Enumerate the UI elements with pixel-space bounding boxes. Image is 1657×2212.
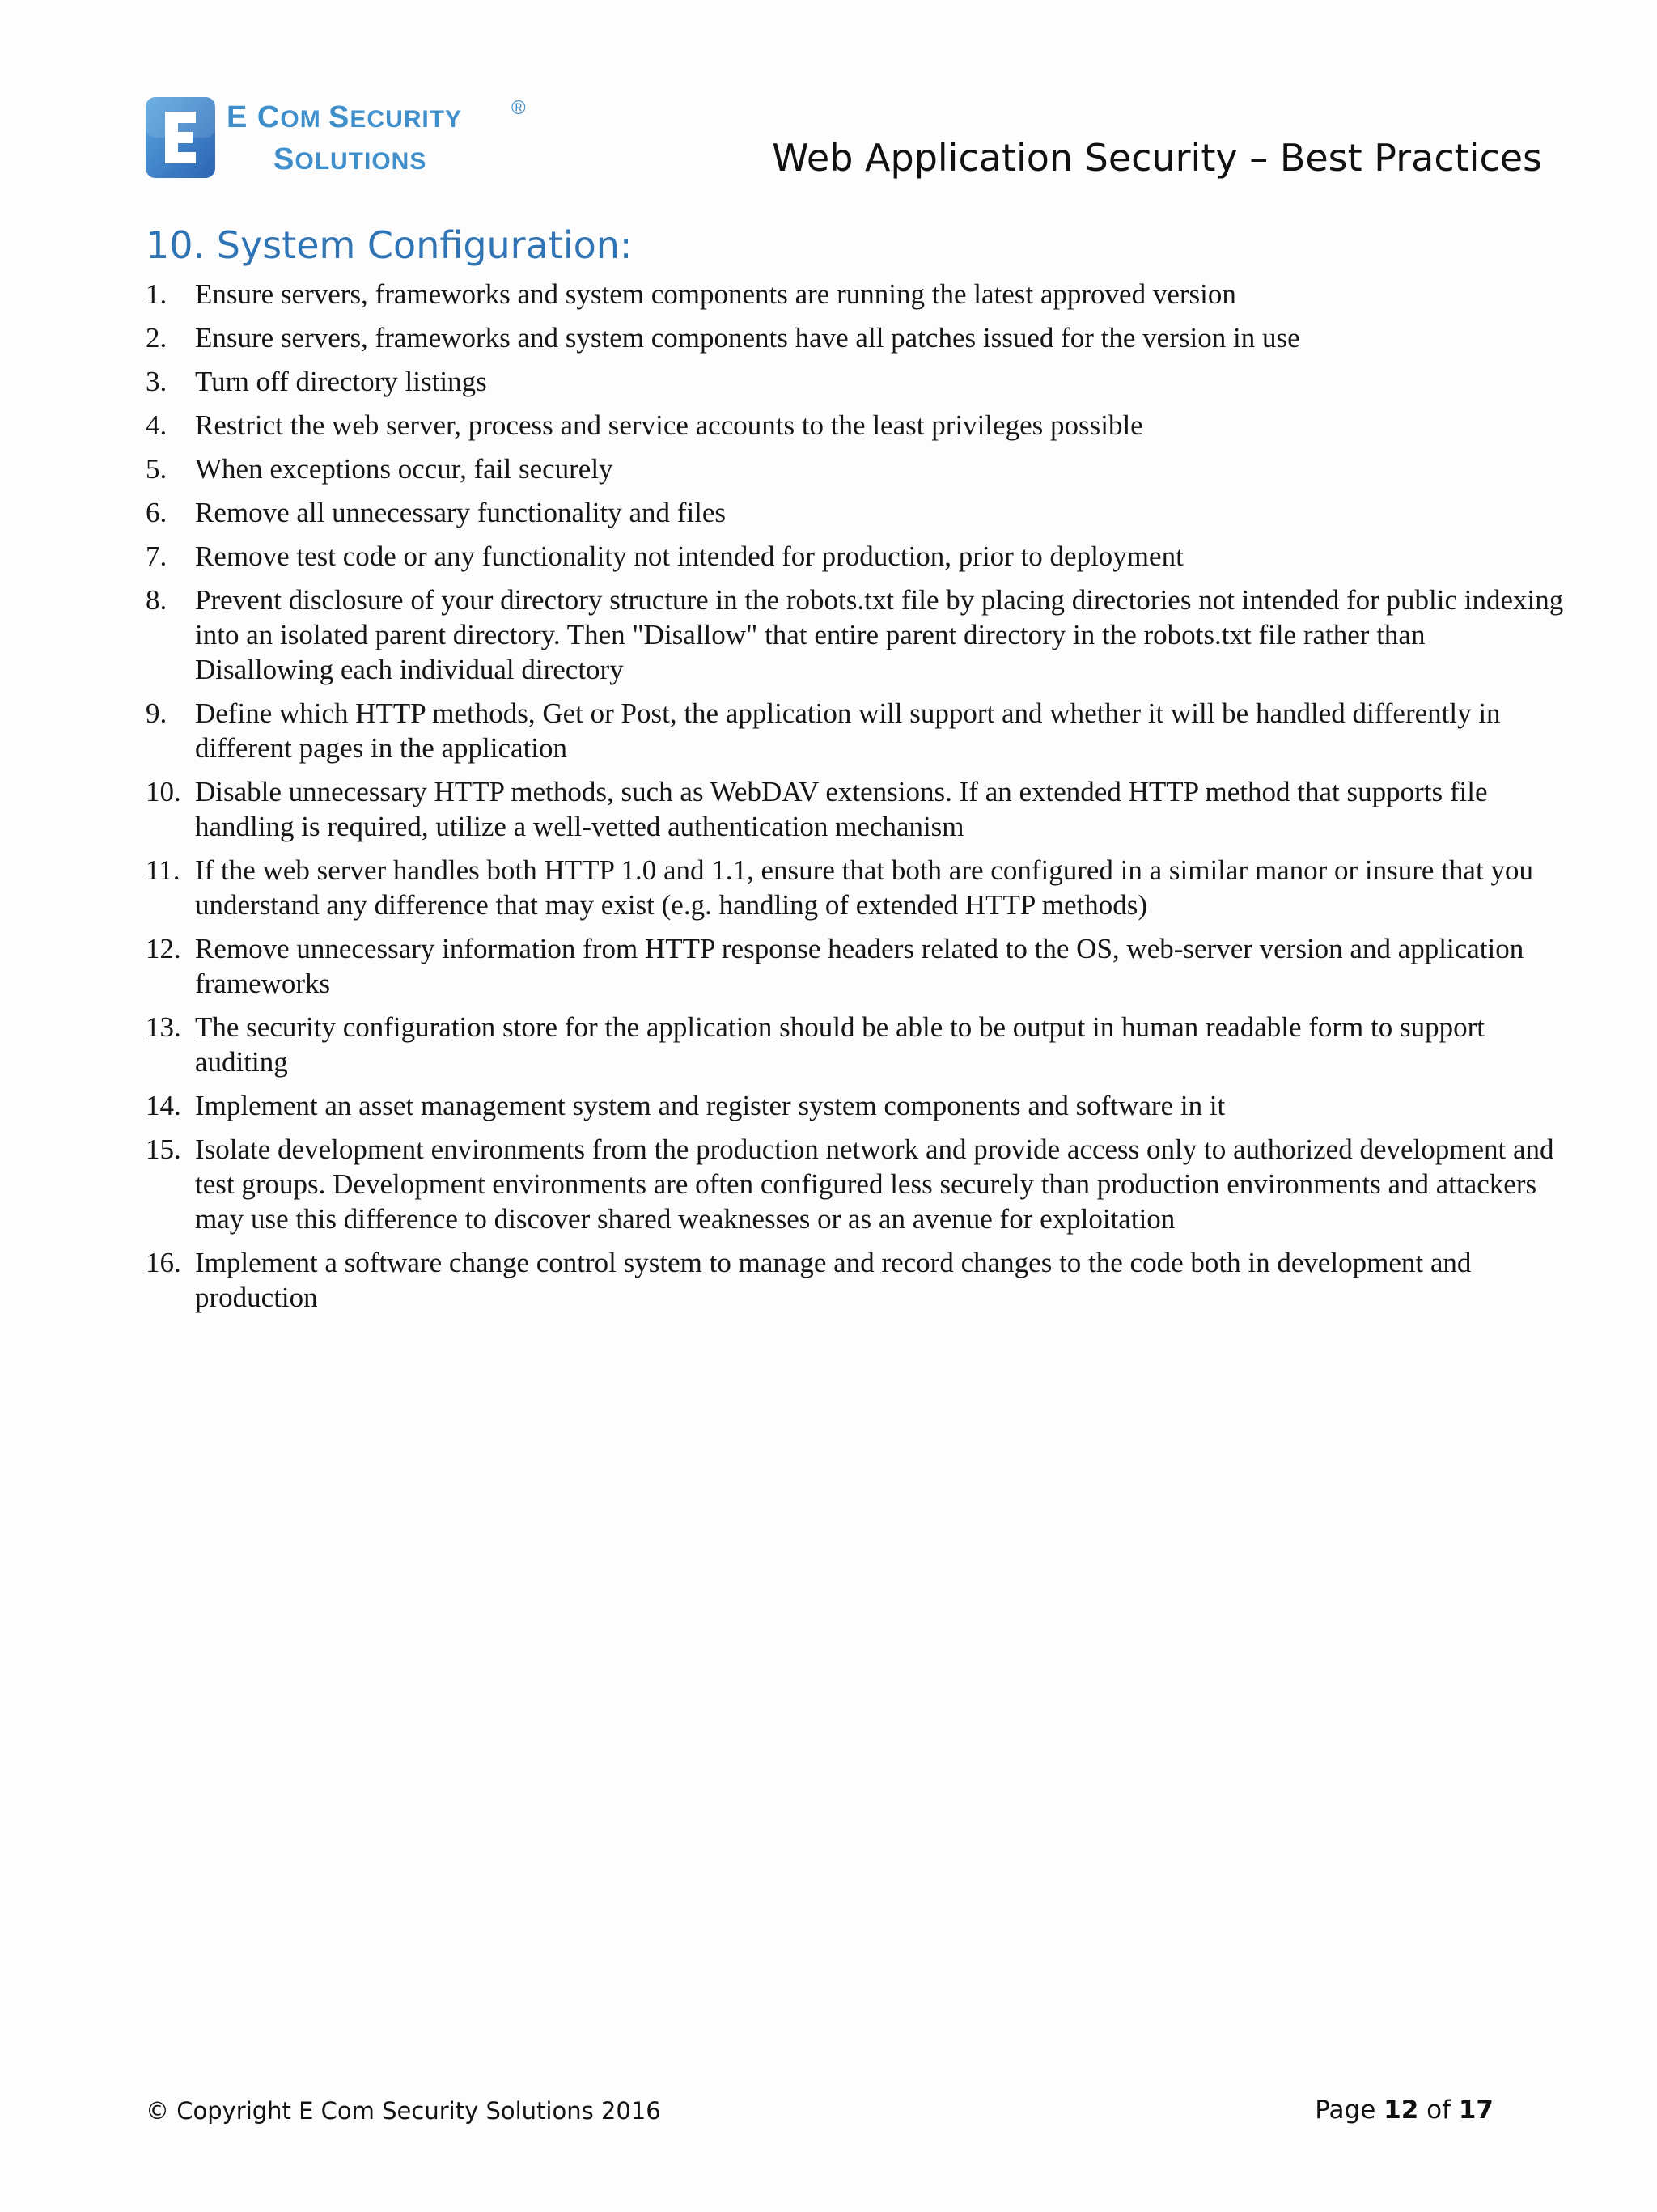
list-item (146, 320, 1570, 355)
list-item-text: Implement a software change control system to manage and record changes to the code both in development and production (195, 1247, 1472, 1313)
list-item-number: 1. (146, 278, 167, 310)
list-item-number: 6. (146, 497, 167, 528)
list-item-text: Prevent disclosure of your directory structure in the robots.txt file by placing directories not intended for public indexing into an isolated parent directory. Then "Disallow" that entire parent directory in the robots.txt file rather than Disallowing each individual directory (195, 584, 1564, 685)
list-item-text: Restrict the web server, process and service accounts to the least privileges possible (195, 409, 1143, 441)
list-item-text: Implement an asset management system and register system components and software in it (195, 1090, 1226, 1121)
list-item-number: 9. (146, 697, 167, 729)
list-item-number: 15. (146, 1134, 181, 1165)
list-item-number: 10. (146, 776, 181, 807)
list-item-text: Define which HTTP methods, Get or Post, the application will support and whether it will be handled differently in different pages in the application (195, 697, 1501, 764)
logo-e-icon (146, 97, 215, 178)
footer-page-number: Page 12 of 17 (1315, 2095, 1494, 2125)
list-item-text: Ensure servers, frameworks and system components have all patches issued for the version in use (195, 322, 1300, 354)
list-item (146, 277, 1570, 311)
document-header-title: Web Application Security – Best Practices (772, 136, 1542, 180)
list-item-number: 2. (146, 322, 167, 354)
list-item (146, 1132, 1570, 1236)
list-item-text: Remove all unnecessary functionality and files (195, 497, 727, 528)
total-pages: 17 (1458, 2095, 1494, 2125)
footer-copyright: © Copyright E Com Security Solutions 2016 (146, 2097, 661, 2125)
list-item (146, 495, 1570, 530)
list-item-number: 4. (146, 409, 167, 441)
logo-text-line1: E COM SECURITY (227, 100, 463, 134)
list-item-number: 14. (146, 1090, 181, 1121)
list-item-number: 12. (146, 933, 181, 964)
registered-mark: ® (511, 97, 526, 119)
list-item-number: 8. (146, 584, 167, 616)
list-item-text: Isolate development environments from the production network and provide access only to authorized development and test groups. Development environments are often configured less securely than production environments and attackers may use this difference to discover shared weaknesses or as an avenue for exploitation (195, 1134, 1554, 1235)
list-item-text: Remove unnecessary information from HTTP response headers related to the OS, web-server version and application frameworks (195, 933, 1524, 999)
list-item (146, 583, 1570, 687)
list-item (146, 696, 1570, 765)
list-item-number: 7. (146, 540, 167, 572)
current-page: 12 (1384, 2095, 1419, 2125)
list-item (146, 853, 1570, 922)
list-item (146, 1088, 1570, 1123)
list-item (146, 1010, 1570, 1079)
list-item (146, 1245, 1570, 1315)
list-item-number: 11. (146, 854, 180, 886)
section-title: 10. System Configuration: (146, 223, 633, 267)
list-item-text: If the web server handles both HTTP 1.0 and 1.1, ensure that both are configured in a similar manor or insure that you understand any difference that may exist (e.g. handling of extended HTTP methods) (195, 854, 1533, 921)
company-logo (146, 97, 550, 178)
list-item-number: 3. (146, 366, 167, 397)
list-item-text: Remove test code or any functionality not intended for production, prior to deployment (195, 540, 1184, 572)
list-item-text: Disable unnecessary HTTP methods, such as WebDAV extensions. If an extended HTTP method that supports file handling is required, utilize a well-vetted authentication mechanism (195, 776, 1488, 842)
list-item-text: When exceptions occur, fail securely (195, 453, 613, 485)
list-item (146, 774, 1570, 844)
list-item (146, 931, 1570, 1001)
configuration-list (146, 277, 1570, 1324)
list-item (146, 364, 1570, 399)
list-item (146, 451, 1570, 486)
list-item-text: Ensure servers, frameworks and system components are running the latest approved version (195, 278, 1236, 310)
list-item (146, 408, 1570, 443)
list-item-number: 16. (146, 1247, 181, 1278)
list-item (146, 539, 1570, 574)
list-item-text: Turn off directory listings (195, 366, 487, 397)
list-item-text: The security configuration store for the application should be able to be output in human readable form to support auditing (195, 1011, 1485, 1078)
list-item-number: 5. (146, 453, 167, 485)
list-item-number: 13. (146, 1011, 181, 1043)
logo-text-line2: SOLUTIONS (273, 142, 427, 176)
